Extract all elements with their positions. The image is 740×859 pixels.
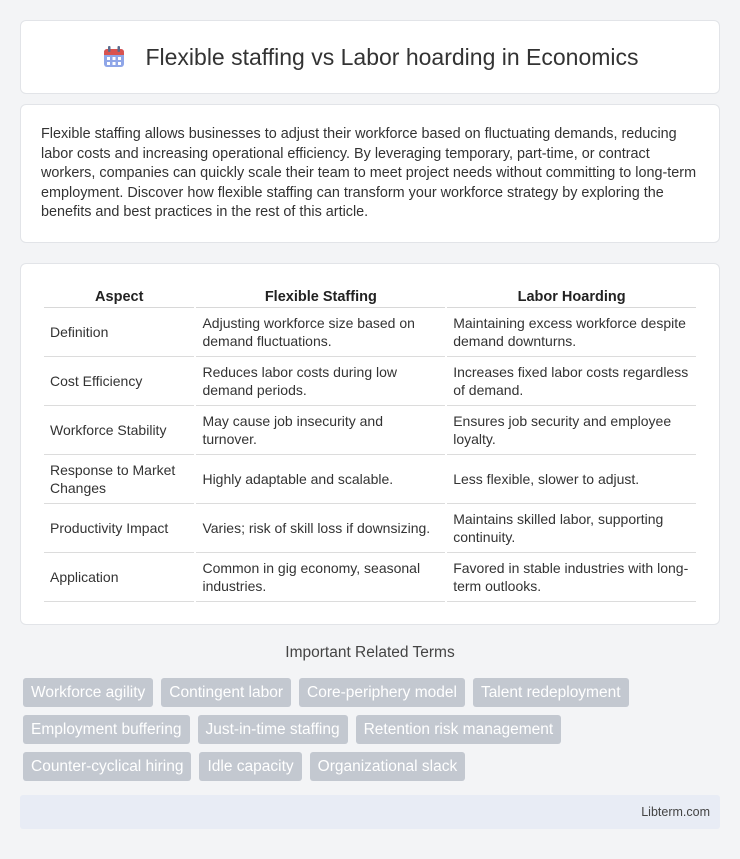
related-term-tag[interactable]: Workforce agility	[23, 678, 153, 707]
table-row	[44, 455, 696, 504]
row-hoarding: Increases fixed labor costs regardless of demand.	[447, 357, 696, 406]
row-aspect: Workforce Stability	[44, 406, 194, 455]
row-flexible: Reduces labor costs during low demand periods.	[196, 357, 445, 406]
row-aspect: Cost Efficiency	[44, 357, 194, 406]
related-term-tag[interactable]: Idle capacity	[199, 752, 301, 781]
related-terms-heading: Important Related Terms	[285, 644, 455, 661]
comparison-table-card	[20, 263, 720, 625]
related-term-tag[interactable]: Retention risk management	[356, 715, 562, 744]
row-flexible: Highly adaptable and scalable.	[196, 455, 445, 504]
header-flexible-staffing: Flexible Staffing	[196, 286, 445, 308]
table-row	[44, 308, 696, 357]
footer	[20, 795, 720, 829]
row-aspect: Definition	[44, 308, 194, 357]
table-header-row	[44, 286, 696, 308]
table-row	[44, 406, 696, 455]
title-card	[20, 20, 720, 94]
row-aspect: Productivity Impact	[44, 504, 194, 553]
row-flexible: Common in gig economy, seasonal industries.	[196, 553, 445, 602]
row-hoarding: Ensures job security and employee loyalty.	[447, 406, 696, 455]
calendar-icon	[101, 44, 127, 70]
intro-paragraph: Flexible staffing allows businesses to adjust their workforce based on fluctuating demands, reducing labor costs and increasing operational efficiency. By leveraging temporary, part-time, or contract workers, companies can quickly scale their team to meet project needs without committing to long-term employment. Discover how flexible staffing can transform your workforce strategy by exploring the benefits and best practices in the rest of this article.	[41, 126, 697, 220]
related-term-tag[interactable]: Just-in-time staffing	[198, 715, 348, 744]
related-term-tag[interactable]: Counter-cyclical hiring	[23, 752, 191, 781]
footer-site-link[interactable]: Libterm.com	[641, 805, 710, 819]
row-aspect: Response to Market Changes	[44, 455, 194, 504]
table-row	[44, 553, 696, 602]
row-hoarding: Favored in stable industries with long-term outlooks.	[447, 553, 696, 602]
related-term-tag[interactable]: Talent redeployment	[473, 678, 629, 707]
page-title: Flexible staffing vs Labor hoarding in Economics	[145, 43, 639, 70]
related-term-tag[interactable]: Organizational slack	[310, 752, 466, 781]
row-flexible: May cause job insecurity and turnover.	[196, 406, 445, 455]
related-term-tag[interactable]: Contingent labor	[161, 678, 291, 707]
row-flexible: Adjusting workforce size based on demand fluctuations.	[196, 308, 445, 357]
related-term-tag[interactable]: Core-periphery model	[299, 678, 465, 707]
intro-card	[20, 104, 720, 243]
related-terms-list	[23, 678, 723, 789]
row-hoarding: Maintaining excess workforce despite demand downturns.	[447, 308, 696, 357]
table-row	[44, 504, 696, 553]
row-hoarding: Maintains skilled labor, supporting continuity.	[447, 504, 696, 553]
row-hoarding: Less flexible, slower to adjust.	[447, 455, 696, 504]
comparison-table	[42, 286, 698, 602]
related-term-tag[interactable]: Employment buffering	[23, 715, 190, 744]
header-aspect: Aspect	[44, 286, 194, 308]
header-labor-hoarding: Labor Hoarding	[447, 286, 696, 308]
row-flexible: Varies; risk of skill loss if downsizing.	[196, 504, 445, 553]
row-aspect: Application	[44, 553, 194, 602]
table-row	[44, 357, 696, 406]
